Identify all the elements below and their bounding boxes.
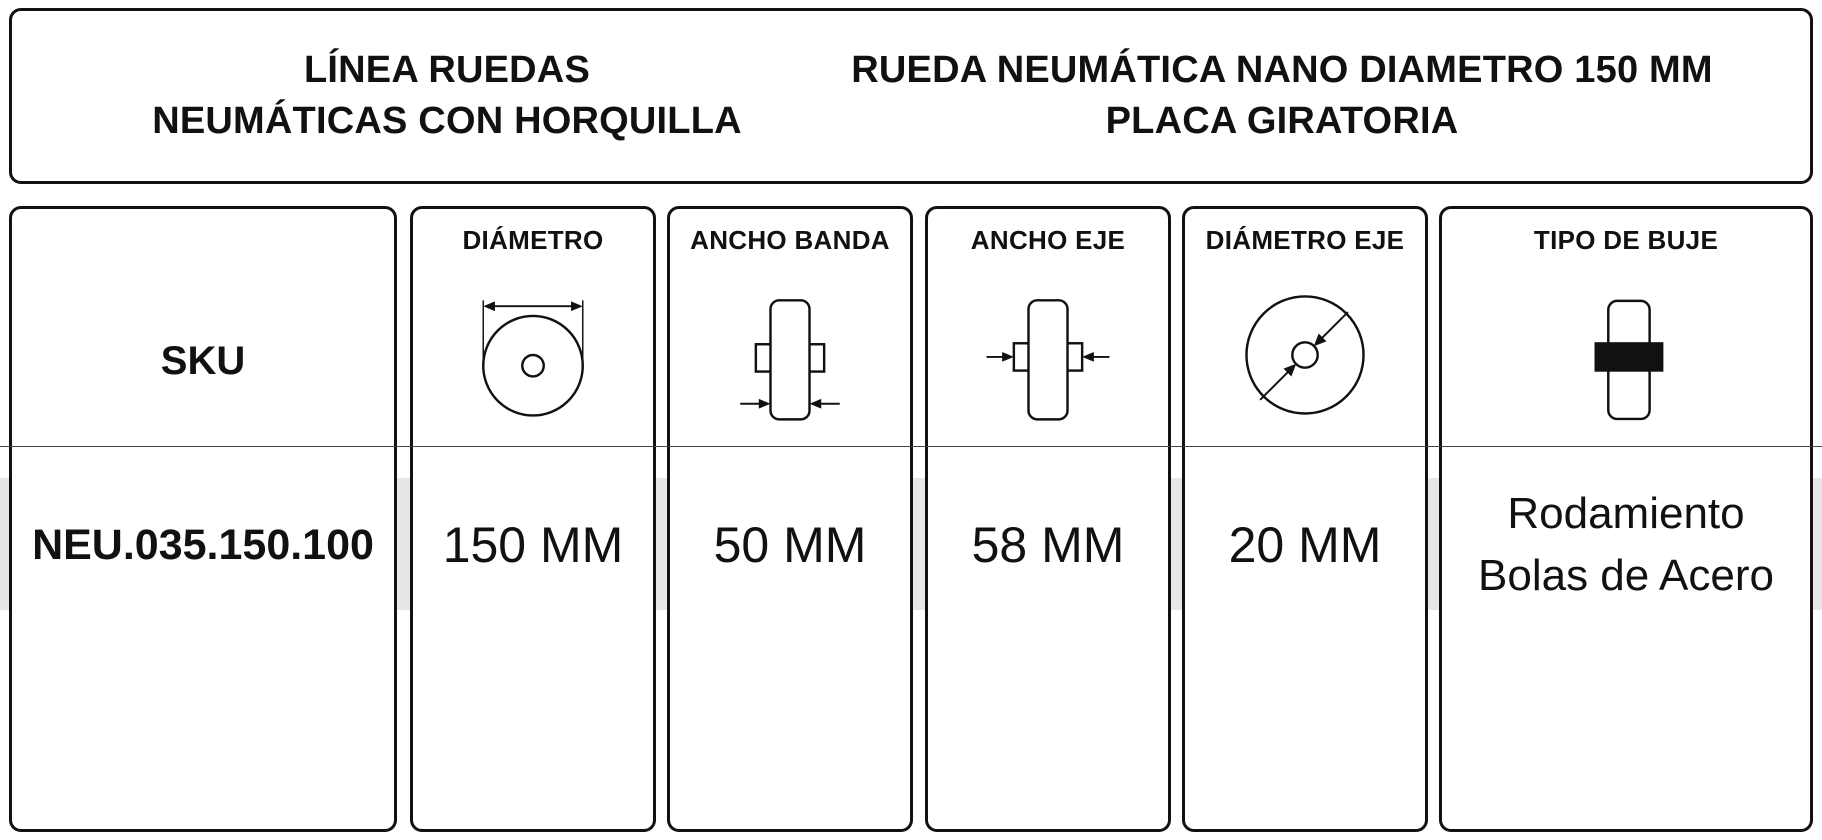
- axle-width-label: ANCHO EJE: [970, 225, 1126, 255]
- bushing-type-icon: [1442, 279, 1810, 429]
- product-name-title: [832, 11, 1732, 181]
- axle-width-value: 58 MM: [971, 517, 1125, 573]
- bushing-type-value: [1442, 479, 1810, 611]
- sku-label: SKU: [160, 339, 246, 383]
- bushing-type-value-line1: Rodamiento: [1507, 489, 1745, 538]
- header-box: [9, 8, 1813, 184]
- axle-diameter-value: 20 MM: [1228, 517, 1382, 573]
- axle-diameter-icon: [1185, 279, 1425, 429]
- bushing-type-value-line2: Bolas de Acero: [1478, 551, 1774, 600]
- diameter-label: DIÁMETRO: [462, 225, 604, 255]
- axle-width-column: [925, 206, 1171, 832]
- header-divider-line: [0, 446, 1822, 447]
- axle-width-icon: [928, 279, 1168, 429]
- sku-value: NEU.035.150.100: [32, 520, 374, 569]
- product-line-title: [72, 11, 822, 181]
- bushing-type-column: [1439, 206, 1813, 832]
- diameter-column: [410, 206, 656, 832]
- tread-width-label: ANCHO BANDA: [690, 225, 890, 255]
- wheel-diameter-icon: [413, 279, 653, 429]
- tread-width-column: [667, 206, 913, 832]
- product-line-line2: NEUMÁTICAS CON HORQUILLA: [152, 100, 742, 142]
- sku-column: [9, 206, 397, 832]
- product-name-line1: RUEDA NEUMÁTICA NANO DIAMETRO 150 MM: [851, 49, 1713, 91]
- bushing-type-label: TIPO DE BUJE: [1533, 225, 1719, 255]
- axle-diameter-column: [1182, 206, 1428, 832]
- product-name-line2: PLACA GIRATORIA: [1105, 100, 1459, 142]
- axle-diameter-label: DIÁMETRO EJE: [1205, 225, 1405, 255]
- diameter-value: 150 MM: [442, 517, 624, 573]
- tread-width-icon: [670, 279, 910, 429]
- product-line-line1: LÍNEA RUEDAS: [303, 49, 590, 91]
- tread-width-value: 50 MM: [713, 517, 867, 573]
